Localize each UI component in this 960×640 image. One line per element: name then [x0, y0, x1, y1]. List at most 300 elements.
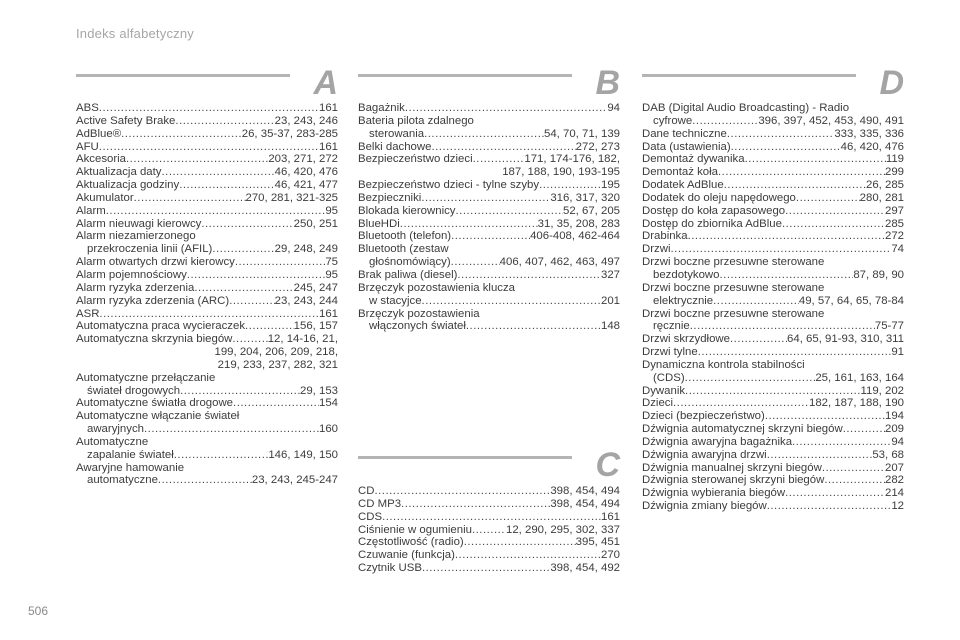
index-pages: 194 — [884, 410, 904, 423]
index-entry — [76, 269, 338, 282]
dot-leader — [201, 218, 293, 231]
index-entry — [642, 256, 904, 282]
index-term: CDS — [358, 510, 383, 523]
dot-leader — [455, 549, 601, 562]
entry-list — [642, 102, 904, 513]
index-pages: 91 — [891, 346, 904, 359]
index-term: Bezpieczeństwo dzieci — [358, 153, 473, 166]
index-pages: 156, 157 — [293, 320, 338, 333]
index-entry — [642, 230, 904, 243]
index-line — [358, 524, 620, 537]
index-pages: 74 — [891, 243, 904, 256]
index-line — [642, 128, 904, 141]
dot-leader — [731, 141, 841, 154]
index-line — [642, 500, 904, 513]
index-pages: 282 — [884, 474, 904, 487]
index-pages: 54, 70, 71, 139 — [543, 127, 620, 140]
index-term: Alarm — [76, 204, 106, 217]
index-pages: 209 — [884, 423, 904, 436]
dot-leader — [212, 243, 274, 256]
index-term: Alarm nieuwagi kierowcy — [76, 217, 202, 230]
entry-list — [358, 485, 620, 575]
index-pages: 146, 149, 150 — [268, 448, 338, 461]
dot-leader — [713, 295, 799, 308]
index-pages: 26, 285 — [865, 179, 904, 192]
index-pages: 327 — [600, 268, 620, 281]
index-subterm: głośnomówiący) — [369, 256, 451, 269]
index-entry — [642, 359, 904, 385]
index-term: ASR — [76, 307, 100, 320]
index-pages: 272 — [884, 230, 904, 243]
dot-leader — [685, 385, 860, 398]
index-entry — [76, 410, 338, 436]
index-pages: 75 — [325, 256, 338, 269]
index-term: BlueHDi — [358, 217, 400, 230]
index-term: Dzieci (bezpieczeństwo) — [642, 410, 765, 423]
index-pages: 64, 65, 91-93, 310, 311 — [787, 333, 904, 346]
dot-leader — [456, 205, 563, 218]
index-pages: 270, 281, 321-325 — [245, 191, 338, 204]
index-term: Dźwignia awaryjna bagażnika — [642, 435, 793, 448]
index-line — [642, 346, 904, 359]
index-line — [358, 485, 620, 498]
section-letter: C — [595, 446, 620, 484]
index-pages: 119, 202 — [860, 384, 904, 397]
index-pages: 94 — [607, 102, 620, 114]
index-entry — [642, 102, 904, 128]
index-pages: 406-408, 462-464 — [530, 230, 620, 243]
index-term: Alarm ryzyka zderzenia — [76, 281, 195, 294]
index-subterm: w stacyjce — [369, 294, 422, 307]
dot-leader — [727, 128, 834, 141]
index-term: Alarm pojemnościowy — [76, 268, 187, 281]
index-term: CD MP3 — [358, 497, 402, 510]
section-letter: B — [595, 64, 620, 102]
index-entry — [642, 436, 904, 449]
index-term: Drzwi boczne przesuwne sterowane — [642, 256, 825, 269]
index-pages: 119 — [885, 153, 904, 166]
index-pages: 95 — [325, 268, 338, 281]
dot-leader — [824, 474, 885, 487]
index-line — [76, 218, 338, 231]
index-line — [76, 153, 338, 166]
index-term: Częstotliwość (radio) — [358, 536, 464, 549]
index-term: Bluetooth (zestaw — [358, 243, 449, 256]
index-line — [76, 308, 338, 321]
index-line — [642, 423, 904, 436]
index-line — [642, 436, 904, 449]
dot-leader — [724, 179, 866, 192]
index-pages: 195 — [600, 179, 620, 192]
index-line — [642, 410, 904, 423]
index-subline — [358, 320, 620, 333]
index-pages: 87, 89, 90 — [853, 268, 904, 281]
index-subline — [642, 372, 904, 385]
dot-leader — [792, 436, 891, 449]
index-line — [76, 115, 338, 128]
index-pages: 12, 290, 295, 302, 337 — [505, 523, 620, 536]
index-pages: 398, 454, 494 — [550, 485, 620, 497]
index-subline — [76, 243, 338, 256]
dot-leader — [134, 192, 246, 205]
index-line — [76, 141, 338, 154]
dot-leader — [232, 333, 267, 346]
index-line — [76, 102, 338, 115]
index-line — [642, 243, 904, 256]
index-entry — [76, 115, 338, 128]
index-entry — [76, 128, 338, 141]
index-subline — [358, 295, 620, 308]
index-pages: 299 — [884, 166, 904, 179]
index-pages: 49, 57, 64, 65, 78-84 — [798, 294, 904, 307]
index-term: Automatyczna skrzynia biegów — [76, 333, 233, 346]
index-line — [642, 449, 904, 462]
index-line — [642, 462, 904, 475]
index-entry — [642, 474, 904, 487]
index-term: Active Safety Brake — [76, 114, 176, 127]
index-term: Dynamiczna kontrola stabilności — [642, 358, 805, 371]
index-pages: 333, 335, 336 — [834, 127, 904, 140]
index-entry — [358, 153, 620, 179]
index-term: Dodatek do oleju napędowego — [642, 191, 796, 204]
index-term: Belki dachowe — [358, 140, 432, 153]
entry-list — [358, 102, 620, 333]
index-pages: 29, 248, 249 — [274, 243, 338, 256]
index-term: Bezpieczniki — [358, 191, 422, 204]
dot-leader — [405, 102, 607, 115]
index-pages: 161 — [318, 140, 338, 153]
index-entry — [642, 487, 904, 500]
index-subterm: automatyczne — [87, 474, 158, 487]
dot-leader — [144, 423, 319, 436]
dot-leader — [822, 462, 885, 475]
index-pages: 398, 454, 494 — [550, 497, 620, 510]
index-entry — [358, 524, 620, 537]
dot-leader — [472, 524, 506, 537]
index-entry — [642, 308, 904, 334]
index-subterm: przekroczenia linii (AFIL) — [87, 243, 213, 256]
index-pages: 270 — [600, 549, 620, 562]
index-subterm: (CDS) — [653, 371, 685, 384]
index-pages: 26, 35-37, 283-285 — [241, 127, 338, 140]
index-line — [358, 511, 620, 524]
index-line — [358, 179, 620, 192]
index-term: ABS — [76, 102, 99, 114]
index-pages: 148 — [600, 320, 620, 333]
index-subline — [358, 256, 620, 269]
index-subline — [76, 423, 338, 436]
index-term: Automatyczne przełączanie — [76, 371, 216, 384]
index-pages: 25, 161, 163, 164 — [815, 371, 904, 384]
dot-leader — [718, 166, 885, 179]
dot-leader — [451, 256, 500, 269]
index-entry — [358, 192, 620, 205]
index-pages: 53, 68 — [872, 448, 904, 461]
index-term: AFU — [76, 140, 99, 153]
index-line — [358, 562, 620, 575]
index-entry — [358, 218, 620, 231]
index-term: Alarm otwartych drzwi kierowcy — [76, 256, 235, 269]
index-pages: 75-77 — [874, 320, 904, 333]
index-entry — [642, 333, 904, 346]
dot-leader — [464, 536, 576, 549]
section-b — [358, 64, 620, 372]
index-subline — [642, 320, 904, 333]
index-subline — [642, 269, 904, 282]
index-entry — [76, 372, 338, 398]
index-term: Dźwignia zmiany biegów — [642, 500, 767, 513]
index-subterm: świateł drogowych — [87, 384, 181, 397]
index-term: Czytnik USB — [358, 562, 422, 575]
index-term: Aktualizacja daty — [76, 166, 162, 179]
dot-leader — [422, 562, 550, 575]
index-term: AdBlue® — [76, 127, 122, 140]
index-term: Drzwi skrzydłowe — [642, 333, 730, 346]
index-pages: 31, 35, 208, 283 — [537, 217, 620, 230]
index-entry — [642, 423, 904, 436]
running-header: Indeks alfabetyczny — [76, 26, 194, 41]
index-term: Dywanik — [642, 384, 686, 397]
index-entry — [76, 436, 338, 462]
index-entry — [642, 179, 904, 192]
dot-leader — [424, 128, 544, 141]
dot-leader — [796, 192, 860, 205]
index-term: Brzęczyk pozostawienia — [358, 307, 480, 320]
index-pages: 396, 397, 452, 453, 490, 491 — [758, 114, 904, 127]
index-pages: 160 — [318, 423, 338, 436]
dot-leader — [539, 179, 601, 192]
index-entry — [76, 205, 338, 218]
index-term: Automatyczne włączanie świateł — [76, 410, 240, 423]
index-term: Awaryjne hamowanie — [76, 461, 185, 474]
entry-list — [76, 102, 338, 487]
index-entry — [358, 179, 620, 192]
index-entry — [76, 462, 338, 488]
dot-leader — [99, 102, 319, 115]
section-rule — [76, 74, 290, 77]
index-entry — [642, 141, 904, 154]
index-pages: 398, 454, 492 — [550, 562, 620, 575]
section-rule — [642, 74, 856, 77]
index-term: Dźwignia awaryjna drzwi — [642, 448, 767, 461]
index-entry — [358, 536, 620, 549]
dot-leader — [692, 115, 758, 128]
index-entry — [642, 166, 904, 179]
dot-leader — [401, 498, 550, 511]
dot-leader — [175, 115, 274, 128]
index-pages: 23, 243, 244 — [274, 294, 338, 307]
index-term: Bateria pilota zdalnego — [358, 114, 474, 127]
index-line — [76, 179, 338, 192]
dot-leader — [473, 153, 525, 166]
dot-leader — [400, 218, 538, 231]
section-letter: D — [879, 64, 904, 102]
index-entry — [358, 230, 620, 243]
index-entry — [358, 243, 620, 269]
index-pages: 182, 187, 188, 190 — [808, 397, 904, 410]
index-line — [358, 549, 620, 562]
index-subline — [76, 449, 338, 462]
index-line — [642, 333, 904, 346]
index-pages-continued: 199, 204, 206, 209, 218, — [214, 346, 338, 359]
index-subterm: awaryjnych — [87, 423, 144, 436]
index-subline — [642, 295, 904, 308]
index-pages: 23, 243, 245-247 — [251, 474, 338, 487]
page-number: 506 — [28, 604, 49, 618]
index-pages: 214 — [884, 487, 904, 500]
index-term: Bezpieczeństwo dzieci - tylne szyby — [358, 179, 540, 192]
dot-leader — [126, 153, 268, 166]
dot-leader — [767, 449, 873, 462]
index-pages: 23, 243, 246 — [274, 114, 338, 127]
dot-leader — [374, 485, 550, 498]
dot-leader — [233, 397, 319, 410]
section-c — [358, 446, 620, 594]
index-line — [76, 282, 338, 295]
index-entry — [642, 192, 904, 205]
index-entry — [358, 141, 620, 154]
index-entry — [76, 282, 338, 295]
index-entry — [76, 320, 338, 333]
index-subline — [76, 385, 338, 398]
index-term: Dodatek AdBlue — [642, 179, 724, 192]
index-line — [642, 166, 904, 179]
index-line — [358, 498, 620, 511]
dot-leader — [673, 397, 809, 410]
dot-leader — [421, 192, 550, 205]
index-term: Demontaż koła — [642, 166, 718, 179]
index-pages: 280, 281 — [859, 191, 904, 204]
index-subterm: zapalanie świateł — [87, 448, 174, 461]
index-line — [642, 153, 904, 166]
index-line — [642, 474, 904, 487]
index-entry — [76, 230, 338, 256]
index-pages: 46, 420, 476 — [840, 140, 904, 153]
index-term: Ciśnienie w ogumieniu — [358, 523, 472, 536]
index-entry — [358, 308, 620, 334]
index-line — [76, 295, 338, 308]
index-pages: 46, 421, 477 — [274, 179, 338, 192]
index-subterm: bezdotykowo — [653, 268, 720, 281]
index-pages: 203, 271, 272 — [268, 153, 338, 166]
index-pages: 161 — [318, 102, 338, 114]
index-term: CD — [358, 485, 375, 497]
index-term: Automatyczne — [76, 435, 149, 448]
dot-leader — [690, 320, 875, 333]
index-pages: 171, 174-176, 182, — [524, 153, 620, 166]
index-pages: 52, 67, 205 — [562, 204, 620, 217]
index-term: Dostęp do zbiornika AdBlue — [642, 217, 782, 230]
dot-leader — [99, 308, 319, 321]
index-term: Dostęp do koła zapasowego — [642, 204, 786, 217]
index-line — [358, 102, 620, 115]
dot-leader — [382, 511, 601, 524]
dot-leader — [457, 269, 601, 282]
index-entry — [358, 282, 620, 308]
index-term: Akcesoria — [76, 153, 127, 166]
index-pages: 46, 420, 476 — [274, 166, 338, 179]
index-pages: 94 — [891, 435, 904, 448]
index-entry — [642, 205, 904, 218]
dot-leader — [745, 153, 886, 166]
section-rule — [358, 74, 572, 77]
dot-leader — [688, 230, 885, 243]
index-pages: 316, 317, 320 — [550, 191, 620, 204]
index-line — [358, 269, 620, 282]
index-term: Bagażnik — [358, 102, 405, 114]
index-entry — [358, 498, 620, 511]
dot-leader — [466, 320, 601, 333]
index-pages: 29, 153 — [299, 384, 338, 397]
index-entry — [642, 410, 904, 423]
dot-leader — [422, 295, 601, 308]
index-line — [358, 141, 620, 154]
dot-leader — [685, 372, 816, 385]
dot-leader — [843, 423, 885, 436]
index-line — [76, 333, 338, 346]
index-term: Drzwi tylne — [642, 346, 698, 359]
index-entry — [76, 179, 338, 192]
index-term: Alarm niezamierzonego — [76, 230, 196, 243]
dot-leader — [785, 205, 885, 218]
index-entry — [358, 485, 620, 498]
index-term: Dane techniczne — [642, 127, 727, 140]
index-pages: 161 — [318, 307, 338, 320]
index-pages: 245, 247 — [293, 281, 338, 294]
index-entry — [76, 256, 338, 269]
index-entry — [642, 218, 904, 231]
index-entry — [358, 269, 620, 282]
index-pages-continued: 219, 233, 237, 282, 321 — [217, 358, 338, 371]
index-term: DAB (Digital Audio Broadcasting) - Radio — [642, 102, 850, 114]
index-entry — [358, 205, 620, 218]
dot-leader — [174, 449, 269, 462]
index-pages: 250, 251 — [293, 217, 338, 230]
index-term: Dźwignia wybierania biegów — [642, 487, 786, 500]
index-pages: 285 — [884, 217, 904, 230]
index-entry — [642, 346, 904, 359]
dot-leader — [106, 205, 326, 218]
index-subterm: ręcznie — [653, 320, 690, 333]
index-subline — [642, 115, 904, 128]
index-entry — [358, 511, 620, 524]
index-term: Dźwignia sterowanej skrzyni biegów — [642, 474, 825, 487]
index-term: Brzęczyk pozostawienia klucza — [358, 281, 516, 294]
index-term: Automatyczne światła drogowe — [76, 397, 234, 410]
index-line — [76, 166, 338, 179]
index-entry — [642, 397, 904, 410]
dot-leader — [121, 128, 242, 141]
dot-leader — [767, 500, 892, 513]
index-subterm: elektrycznie — [653, 294, 714, 307]
index-line — [76, 192, 338, 205]
index-entry — [358, 562, 620, 575]
index-term: Data (ustawienia) — [642, 140, 731, 153]
dot-leader — [451, 230, 530, 243]
index-pages: 406, 407, 462, 463, 497 — [499, 256, 620, 269]
index-line — [358, 218, 620, 231]
index-pages: 395, 451 — [575, 536, 620, 549]
index-entry — [642, 462, 904, 475]
dot-leader — [245, 320, 294, 333]
index-term: Alarm ryzyka zderzenia (ARC) — [76, 294, 230, 307]
index-subterm: sterowania — [369, 127, 425, 140]
index-subline — [358, 128, 620, 141]
index-line — [76, 205, 338, 218]
index-line — [642, 205, 904, 218]
index-entry — [76, 333, 338, 372]
index-line — [642, 179, 904, 192]
